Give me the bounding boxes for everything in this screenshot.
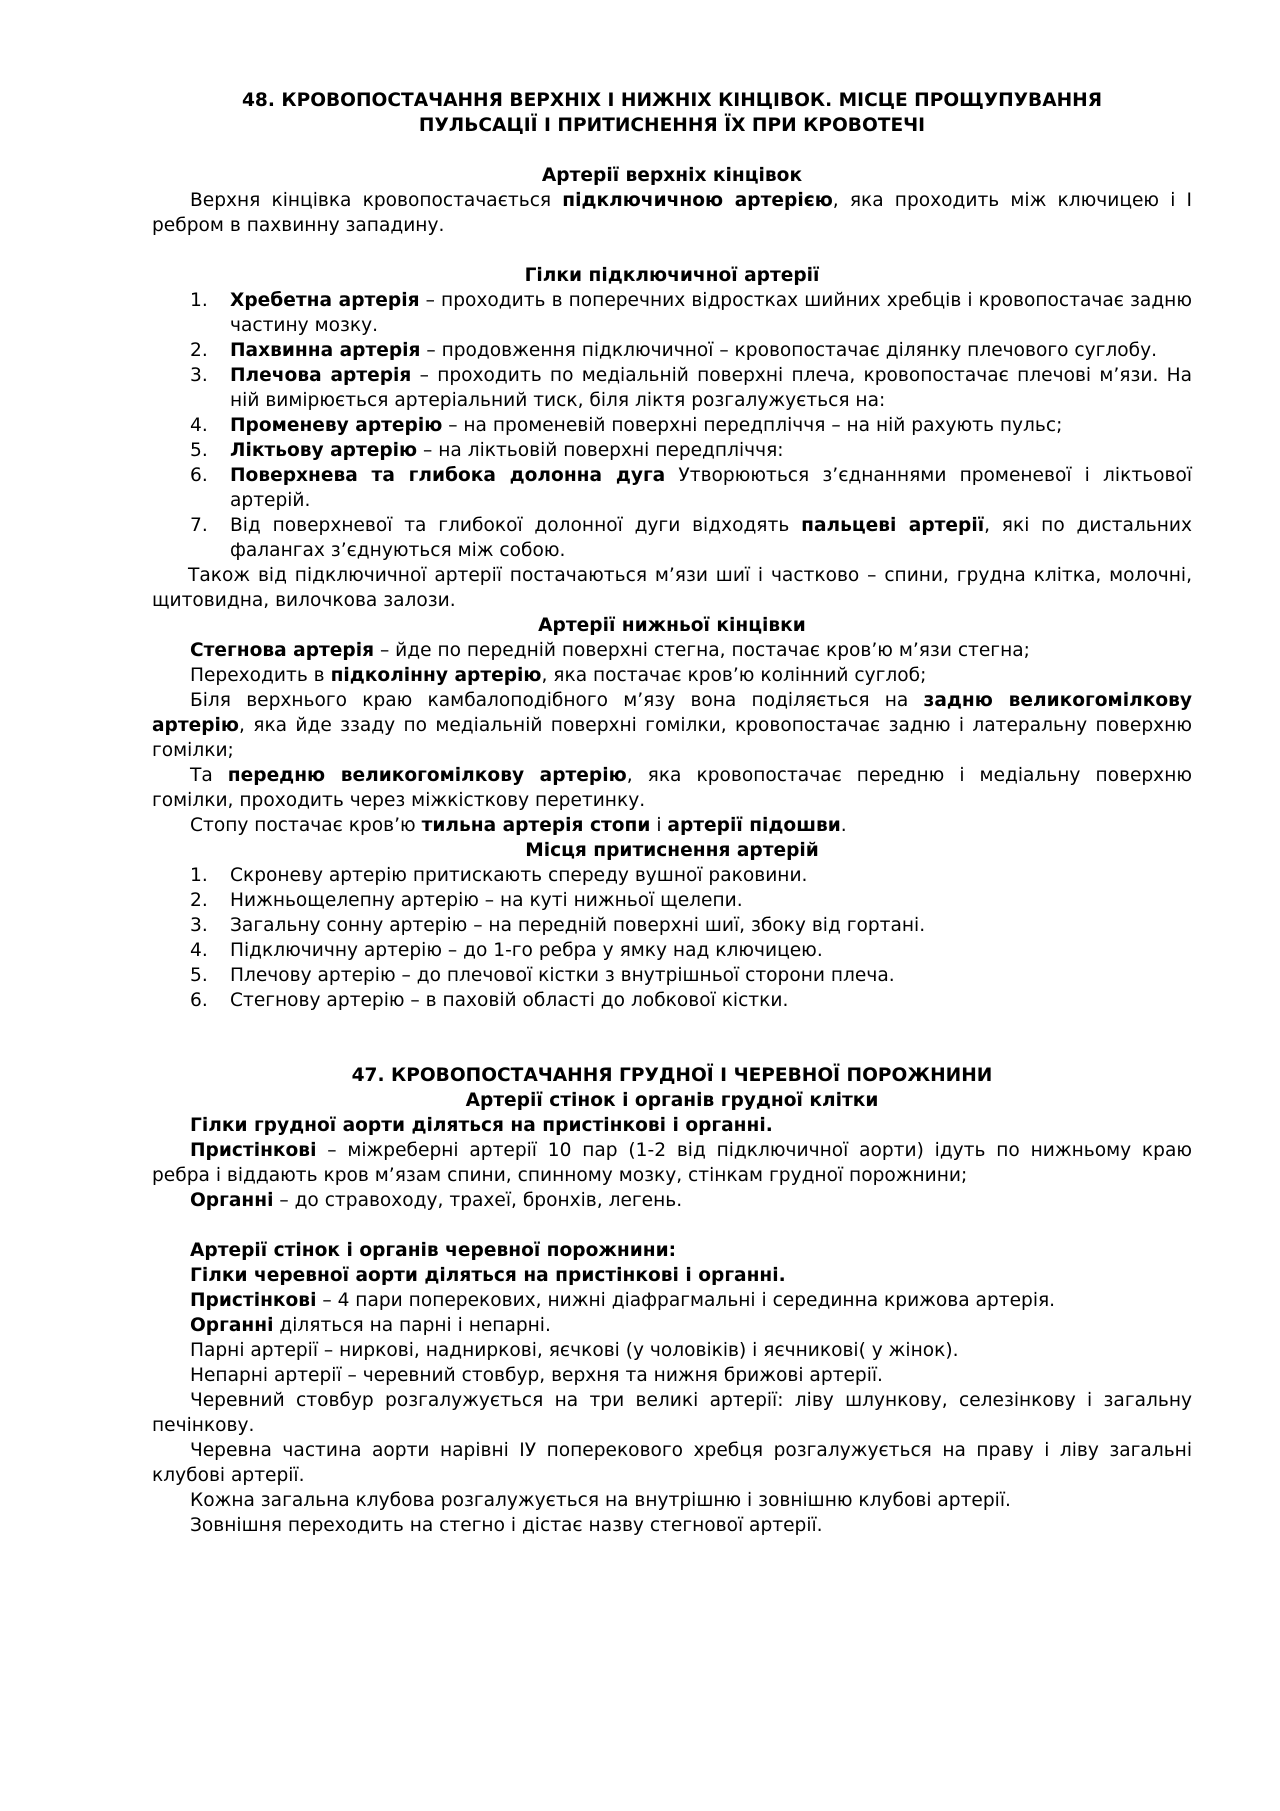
list-item: 5. Плечову артерію – до плечової кістки з внутрішньої сторони плеча. bbox=[190, 965, 895, 986]
list-item: 1. Скроневу артерію притискають спереду вушної раковини. bbox=[190, 865, 808, 886]
external-iliac-paragraph: Зовнішня переходить на стегно і дістає назву стегнової артерії. bbox=[190, 1515, 823, 1536]
abdominal-visceral-paragraph: Органні діляться на парні і непарні. bbox=[190, 1315, 551, 1336]
list-item: 4. Променеву артерію – на променевій поверхні передпліччя – на ній рахують пульс; bbox=[190, 415, 1063, 436]
lower-paragraph-1: Стегнова артерія – йде по передній поверхні стегна, постачає кров’ю м’язи стегна; bbox=[190, 640, 1030, 661]
upper-limb-paragraph: Верхня кінцівка кровопостачається підключичною артерією, яка проходить між ключицею і І ребром в пахвинну западину. bbox=[152, 190, 1192, 236]
section-48-title-line-2: ПУЛЬСАЦІЇ І ПРИТИСНЕННЯ ЇХ ПРИ КРОВОТЕЧІ bbox=[418, 115, 926, 136]
lower-paragraph-2: Переходить в підколінну артерію, яка постачає кров’ю колінний суглоб; bbox=[190, 665, 927, 686]
chest-visceral-paragraph: Органні – до стравоходу, трахеї, бронхів, легень. bbox=[190, 1190, 683, 1211]
chest-heading: Артерії стінок і органів грудної клітки bbox=[465, 1090, 879, 1111]
common-iliac-paragraph: Кожна загальна клубова розгалужується на внутрішню і зовнішню клубові артерії. bbox=[190, 1490, 1011, 1511]
abdominal-heading: Артерії стінок і органів черевної порожнини: bbox=[190, 1240, 677, 1261]
list-item: 3. Плечова артерія – проходить по медіальній поверхні плеча, кровопостачає плечові м’язи. На ній вимірюється артеріальний тиск, біля ліктя розгалужується на: bbox=[190, 365, 1193, 411]
abdominal-subheading: Гілки черевної аорти діляться на пристінкові і органні. bbox=[190, 1265, 786, 1286]
list-item: 1. Хребетна артерія – проходить в поперечних відростках шийних хребців і кровопостачає задню частину мозку. bbox=[190, 290, 1192, 336]
document-page bbox=[152, 88, 1192, 1538]
unpaired-arteries-paragraph: Непарні артерії – черевний стовбур, верхня та нижня брижові артерії. bbox=[190, 1365, 883, 1386]
section-48-title-line-1: 48. КРОВОПОСТАЧАННЯ ВЕРХНІХ І НИЖНІХ КІНЦІВОК. МІСЦЕ ПРОЩУПУВАННЯ bbox=[241, 90, 1103, 111]
list-item: 7. Від поверхневої та глибокої долонної дуги відходять пальцеві артерії, які по дистальних фалангах з’єднуються між собою. bbox=[190, 515, 1192, 561]
list-item: 5. Ліктьову артерію – на ліктьовій поверхні передпліччя: bbox=[190, 440, 784, 461]
pressure-points-list bbox=[152, 863, 1192, 1013]
list-item: 4. Підключичну артерію – до 1-го ребра у ямку над ключицею. bbox=[190, 940, 823, 961]
paired-arteries-paragraph: Парні артерії – ниркові, надниркові, яєчкові (у чоловіків) і яєчникові( у жінок). bbox=[190, 1340, 959, 1361]
list-item: 2. Нижньощелепну артерію – на куті нижньої щелепи. bbox=[190, 890, 743, 911]
list-item: 2. Пахвинна артерія – продовження підключичної – кровопостачає ділянку плечового суглобу. bbox=[190, 340, 1158, 361]
celiac-trunk-paragraph: Черевний стовбур розгалужується на три великі артерії: ліву шлункову, селезінкову і загальну печінкову. bbox=[152, 1390, 1192, 1436]
chest-subheading: Гілки грудної аорти діляться на пристінкові і органні. bbox=[190, 1115, 773, 1136]
aorta-bifurcation-paragraph: Черевна частина аорти нарівні ІУ поперекового хребця розгалужується на праву і ліву загальні клубові артерії. bbox=[152, 1440, 1192, 1486]
subclavian-branches-heading: Гілки підключичної артерії bbox=[524, 265, 820, 286]
list-item: 6. Стегнову артерію – в паховій області до лобкової кістки. bbox=[190, 990, 789, 1011]
abdominal-parietal-paragraph: Пристінкові – 4 пари поперекових, нижні діафрагмальні і серединна крижова артерія. bbox=[190, 1290, 1056, 1311]
list-item: 3. Загальну сонну артерію – на передній поверхні шиї, збоку від гортані. bbox=[190, 915, 926, 936]
upper-limb-heading: Артерії верхніх кінцівок bbox=[541, 165, 803, 186]
lower-paragraph-5: Стопу постачає кров’ю тильна артерія стопи і артерії підошви. bbox=[190, 815, 847, 836]
lower-limb-heading: Артерії нижньої кінцівки bbox=[538, 615, 806, 636]
lower-paragraph-4: Та передню великогомілкову артерію, яка кровопостачає передню і медіальну поверхню гомілки, проходить через міжкісткову перетинку. bbox=[152, 765, 1192, 811]
chest-parietal-paragraph: Пристінкові – міжреберні артерії 10 пар (1-2 від підключичної аорти) ідуть по нижньому краю ребра і віддають кров м’язам спини, спинному мозку, стінкам грудної порожнини; bbox=[152, 1140, 1192, 1186]
list-item: 6. Поверхнева та глибока долонна дуга Утворюються з’єднаннями променевої і ліктьової артерій. bbox=[190, 465, 1192, 511]
subclavian-branches-list bbox=[152, 288, 1192, 563]
section-47-title: 47. КРОВОПОСТАЧАННЯ ГРУДНОЇ І ЧЕРЕВНОЇ ПОРОЖНИНИ bbox=[351, 1065, 993, 1086]
lower-paragraph-3: Біля верхнього краю камбалоподібного м’язу вона поділяється на задню великогомілкову артерію, яка йде ззаду по медіальній поверхні гомілки, кровопостачає задню і латеральну поверхню гомілки; bbox=[152, 690, 1192, 761]
also-paragraph: Також від підключичної артерії постачаються м’язи шиї і частково – спини, грудна клітка, молочні, щитовидна, вилочкова залози. bbox=[152, 565, 1192, 611]
pressure-points-heading: Місця притиснення артерій bbox=[525, 840, 819, 861]
